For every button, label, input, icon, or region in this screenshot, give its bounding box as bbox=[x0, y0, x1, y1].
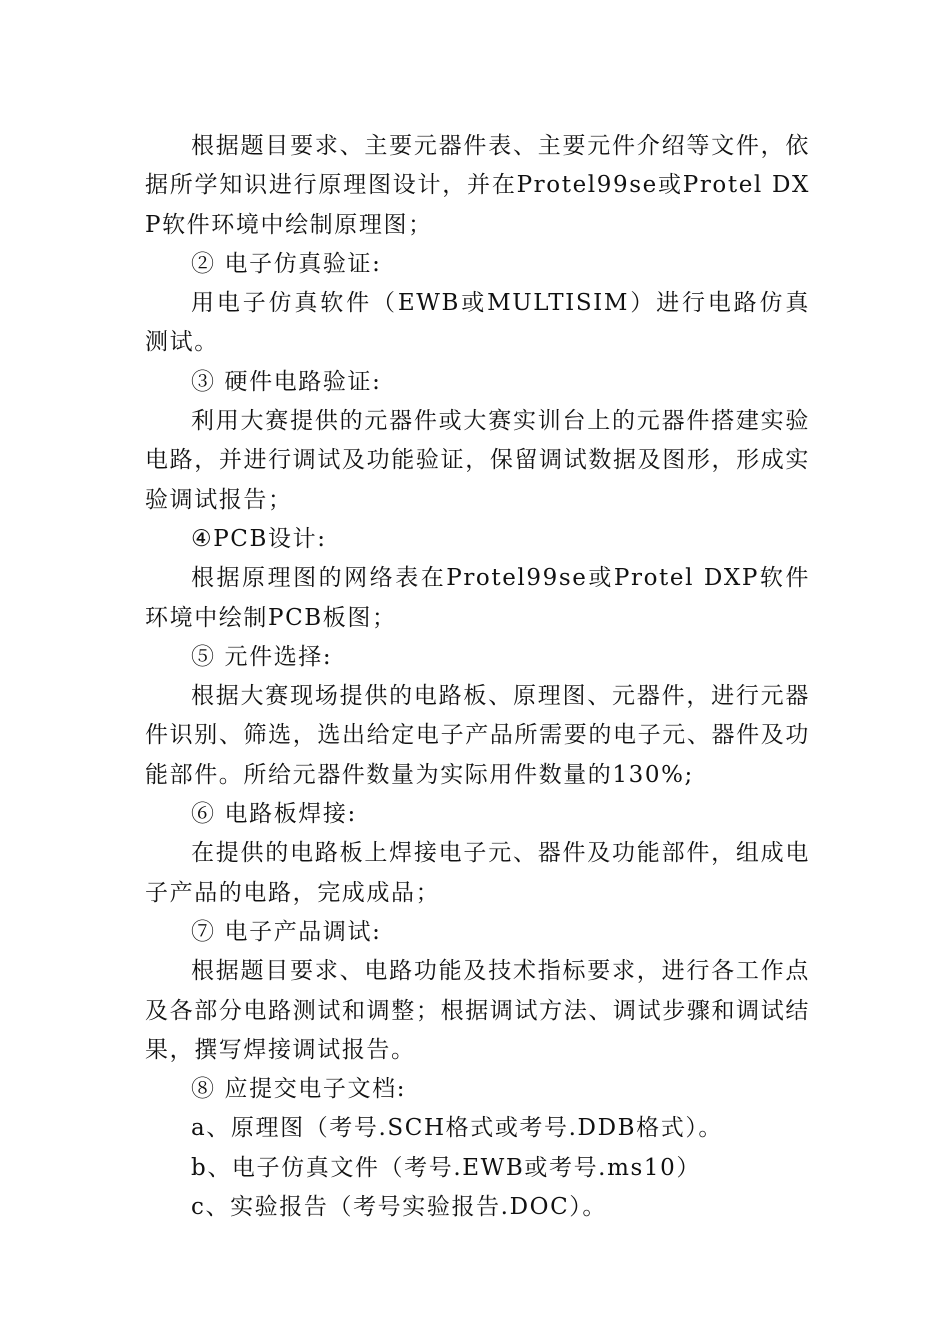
list-item-simulation-file: b、电子仿真文件（考号.EWB或考号.ms10） bbox=[191, 1154, 701, 1181]
heading-component-selection: ⑤ 元件选择: bbox=[191, 643, 333, 670]
paragraph-component-selection: 根据大赛现场提供的电路板、原理图、元器件，进行元器件识别、筛选，选出给定电子产品所需要的电子元、器件及功能部件。所给元器件数量为实际用件数量的130%; bbox=[145, 683, 810, 788]
paragraph-hardware-verification: 利用大赛提供的元器件或大赛实训台上的元器件搭建实验电路，并进行调试及功能验证，保留调试数据及图形，形成实验调试报告； bbox=[145, 408, 810, 513]
heading-submit-documents: ⑧ 应提交电子文档: bbox=[191, 1076, 407, 1103]
heading-pcb-design: ④PCB设计: bbox=[191, 525, 327, 552]
paragraph-product-debugging: 根据题目要求、电路功能及技术指标要求，进行各工作点及各部分电路测试和调整；根据调试方法、调试步骤和调试结果，撰写焊接调试报告。 bbox=[145, 958, 810, 1063]
heading-electronic-simulation: ② 电子仿真验证: bbox=[191, 250, 382, 277]
paragraph-pcb-design: 根据原理图的网络表在Protel99se或Protel DXP软件环境中绘制PCB板图； bbox=[145, 565, 810, 631]
heading-board-soldering: ⑥ 电路板焊接: bbox=[191, 801, 357, 828]
heading-hardware-verification: ③ 硬件电路验证: bbox=[191, 368, 382, 395]
list-item-schematic-file: a、原理图（考号.SCH格式或考号.DDB格式）。 bbox=[191, 1115, 724, 1142]
heading-product-debugging: ⑦ 电子产品调试: bbox=[191, 918, 382, 945]
document-body bbox=[145, 127, 810, 1227]
paragraph-schematic-design: 根据题目要求、主要元器件表、主要元件介绍等文件，依据所学知识进行原理图设计，并在Protel99se或Protel DXP软件环境中绘制原理图； bbox=[145, 133, 810, 238]
list-item-report-file: c、实验报告（考号实验报告.DOC）。 bbox=[191, 1194, 607, 1221]
paragraph-board-soldering: 在提供的电路板上焊接电子元、器件及功能部件，组成电子产品的电路，完成成品； bbox=[145, 840, 810, 906]
paragraph-simulation-software: 用电子仿真软件（EWB或MULTISIM）进行电路仿真测试。 bbox=[145, 290, 810, 356]
